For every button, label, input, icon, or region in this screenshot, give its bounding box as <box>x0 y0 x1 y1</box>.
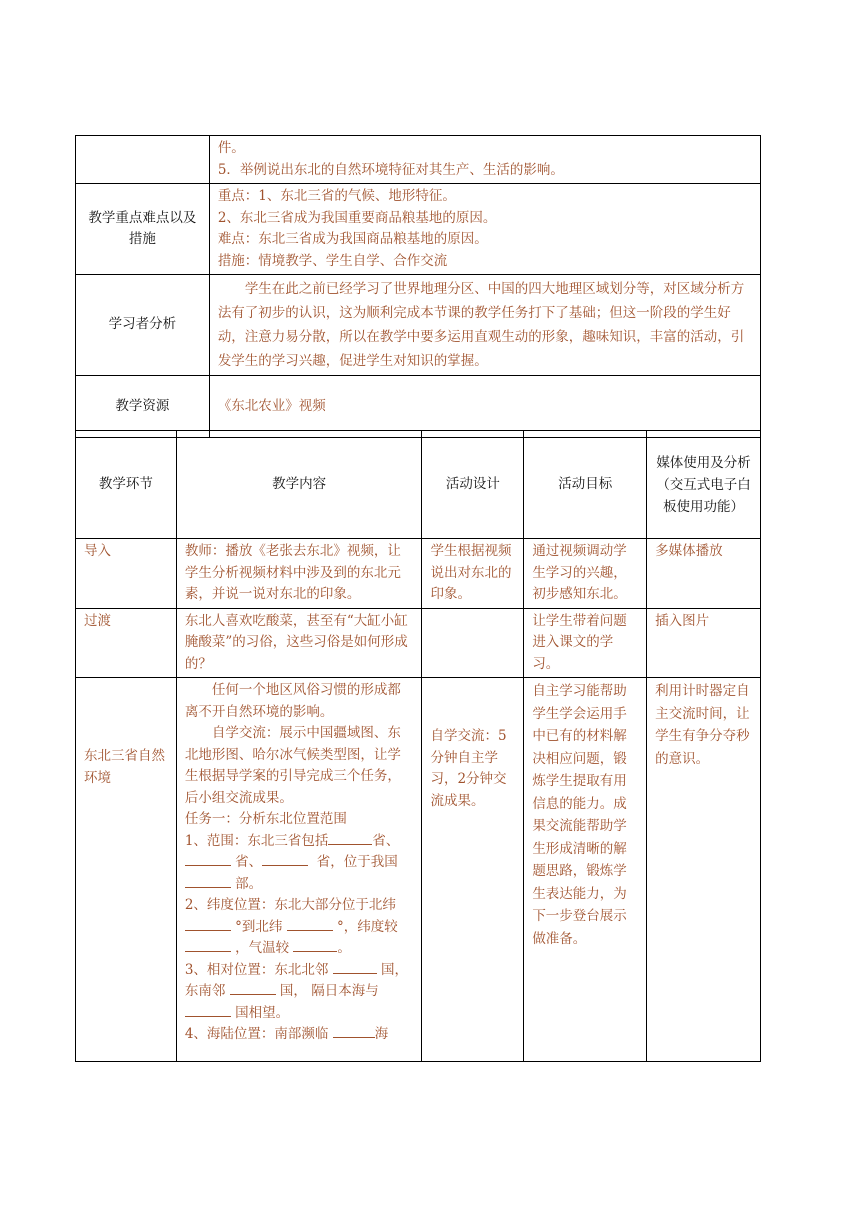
content-paragraph: 任何一个地区风俗习惯的形成都离不开自然环境的影响。 <box>184 682 401 720</box>
key-point-line: 重点：1、东北三省的气候、地形特征。 <box>217 188 456 204</box>
continuation-cell <box>209 136 760 184</box>
fill-blank[interactable] <box>333 973 377 974</box>
fill-blank[interactable] <box>185 887 231 888</box>
activity-intro: 学生根据视频说出对东北的印象。 <box>422 539 524 609</box>
fill-blank[interactable] <box>262 865 308 866</box>
stage-environment: 东北三省自然环境 <box>76 678 177 1062</box>
range-text: 省、 <box>372 832 400 849</box>
learner-cell <box>209 275 760 376</box>
relative-text: 国，东南邻 <box>184 961 409 999</box>
fill-blank[interactable] <box>287 930 333 931</box>
resources-cell: 《东北农业》视频 <box>209 376 760 438</box>
latitude-text: °到北纬 <box>235 918 283 935</box>
range-text: 1、范围：东北三省包括 <box>184 832 329 849</box>
key-point-line: 难点：东北三省成为我国商品粮基地的原因。 <box>217 231 488 247</box>
media-environment: 利用计时器定自主交流时间，让学生有争分夺秒的意识。 <box>647 678 761 1062</box>
latitude-text: °，纬度较 <box>336 918 398 935</box>
fill-blank[interactable] <box>230 994 276 995</box>
key-point-line: 2、东北三省成为我国重要商品粮基地的原因。 <box>217 209 497 226</box>
learner-text: 学生在此之前已经学习了世界地理分区、中国的四大地理区域划分等，对区域分析方法有了初步的认识，这为顺利完成本节课的教学任务打下了基础；但这一阶段的学生好动，注意力易分散，所以在教学中要多运用直观生动的形象，趣味知识，丰富的活动，引发学生的学习兴趣，促进学生对知识的掌握。 <box>217 281 745 369</box>
latitude-text: 。 <box>337 940 351 956</box>
row-environment <box>76 678 761 1062</box>
stage-intro: 导入 <box>76 539 177 609</box>
resources-row <box>76 376 761 438</box>
key-point-line: 措施：情境教学、学生自学、合作交流 <box>217 252 448 269</box>
fill-blank[interactable] <box>328 844 372 845</box>
media-intro: 多媒体播放 <box>647 539 761 609</box>
content-intro: 教师：播放《老张去东北》视频，让学生分析视频材料中涉及到的东北元素，并说一说对东北的印象。 <box>176 539 422 609</box>
sea-item <box>185 1024 414 1046</box>
continuation-line: 5．举例说出东北的自然环境特征对其生产、生活的影响。 <box>217 161 564 178</box>
content-paragraph: 自学交流：展示中国疆域图、东北地形图、哈尔冰气候类型图，让学生根据导学案的引导完成三个任务，后小组交流成果。 <box>184 725 401 806</box>
content-transition: 东北人喜欢吃酸菜，甚至有“大缸小缸腌酸菜”的习俗，这些习俗是如何形成的？ <box>176 608 422 678</box>
range-text: 省、 <box>235 854 263 870</box>
fill-blank[interactable] <box>185 1016 231 1017</box>
learner-row <box>76 275 761 376</box>
sea-text: 4、海陆位置：南部濒临 <box>184 1026 329 1042</box>
latitude-item <box>185 895 414 960</box>
row-intro <box>76 539 761 609</box>
relative-item <box>185 960 414 1025</box>
continuation-line: 件。 <box>217 140 245 156</box>
activity-transition <box>422 608 524 678</box>
range-item <box>185 831 414 896</box>
stage-transition: 过渡 <box>76 608 177 678</box>
relative-text: 国相望。 <box>235 1004 290 1021</box>
range-text: 部。 <box>235 875 263 892</box>
continuation-label-cell <box>76 136 210 184</box>
header-content: 教学内容 <box>176 431 422 539</box>
header-row <box>76 431 761 539</box>
activity-environment: 自学交流：5分钟自主学习，2分钟交流成果。 <box>422 678 524 1062</box>
resources-label: 教学资源 <box>76 376 210 438</box>
range-text: 省，位于我国 <box>316 854 398 870</box>
lesson-info-table <box>75 135 761 438</box>
key-points-label: 教学重点难点以及措施 <box>76 184 210 275</box>
goal-transition: 让学生带着问题进入课文的学习。 <box>524 608 647 678</box>
row-transition <box>76 608 761 678</box>
header-activity: 活动设计 <box>422 431 524 539</box>
fill-blank[interactable] <box>185 951 231 952</box>
task-title: 任务一：分析东北位置范围 <box>184 811 347 827</box>
teaching-process-table <box>75 430 761 1062</box>
fill-blank[interactable] <box>293 951 337 952</box>
fill-blank[interactable] <box>185 865 231 866</box>
sea-text: 海 <box>374 1026 389 1042</box>
key-points-cell <box>209 184 760 275</box>
header-media: 媒体使用及分析（交互式电子白板使用功能） <box>647 431 761 539</box>
goal-environment: 自主学习能帮助学生学会运用手中已有的材料解决相应问题，锻炼学生提取有用信息的能力。成果交流能帮助学生形成清晰的解题思路，锻炼学生表达能力，为下一步登台展示做准备。 <box>524 678 647 1062</box>
relative-text: 国， 隔日本海与 <box>279 983 379 999</box>
learner-label: 学习者分析 <box>76 275 210 376</box>
media-transition: 插入图片 <box>647 608 761 678</box>
content-environment <box>176 678 422 1062</box>
goal-intro: 通过视频调动学生学习的兴趣，初步感知东北。 <box>524 539 647 609</box>
header-stage: 教学环节 <box>76 431 177 539</box>
continuation-row <box>76 136 761 184</box>
latitude-text: ，气温较 <box>235 940 290 956</box>
latitude-text: 2、纬度位置：东北大部分位于北纬 <box>184 897 396 913</box>
fill-blank[interactable] <box>333 1037 375 1038</box>
header-goal: 活动目标 <box>524 431 647 539</box>
key-points-row <box>76 184 761 275</box>
relative-text: 3、相对位置：东北北邻 <box>184 961 329 978</box>
fill-blank[interactable] <box>185 930 231 931</box>
